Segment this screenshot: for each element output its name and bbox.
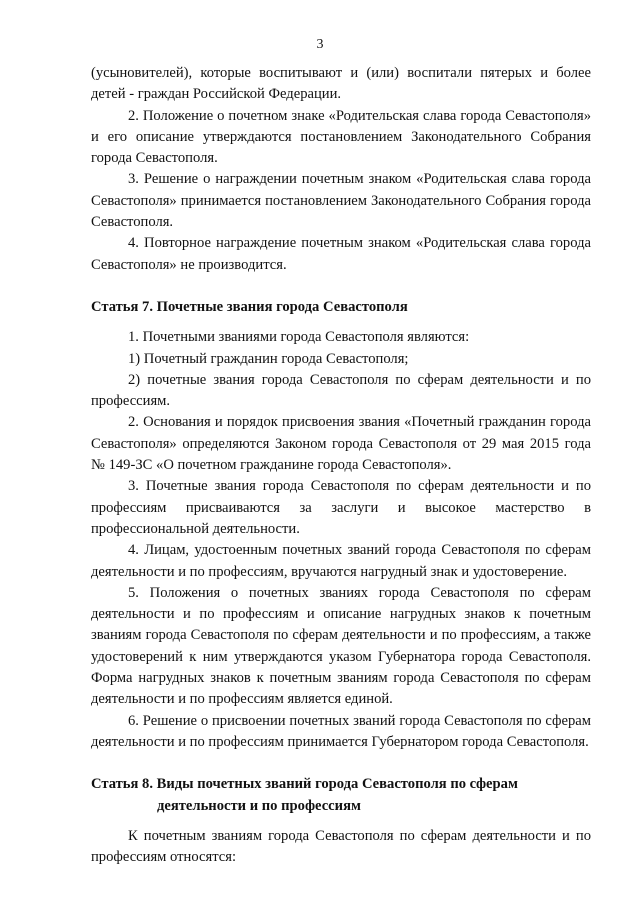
paragraph: 4. Повторное награждение почетным знаком «Родительская слава города Севастополя» не производится.: [91, 235, 591, 273]
article-8-heading-line-1: Статья 8. Виды почетных званий города Севастополя по сферам: [91, 776, 518, 793]
article-8-heading-line-2: деятельности и по профессиям: [157, 797, 361, 814]
article-7-body: [91, 327, 591, 753]
paragraph: 3. Почетные звания города Севастополя по сферам деятельности и по профессиям присваиваются за заслуги и высокое мастерство в профессиональной деятельности.: [91, 478, 591, 537]
paragraph: 2. Основания и порядок присвоения звания «Почетный гражданин города Севастополя» определяются Законом города Севастополя от 29 мая 2015 года № 149-ЗС «О почетном гражданине города Севастополя».: [91, 414, 591, 474]
article-8-body: [91, 826, 591, 869]
article-8-heading: [91, 774, 591, 817]
paragraph: 1) Почетный гражданин города Севастополя;: [128, 350, 409, 367]
paragraph: К почетным званиям города Севастополя по сферам деятельности и по профессиям относятся:: [91, 827, 591, 866]
paragraph: 4. Лицам, удостоенным почетных званий города Севастополя по сферам деятельности и по профессиям, вручаются нагрудный знак и удостоверение.: [91, 542, 591, 580]
paragraph: 6. Решение о присвоении почетных званий города Севастополя по сферам деятельности и по профессиям принимается Губернатором города Севастополя.: [91, 712, 591, 750]
paragraph: 5. Положения о почетных званиях города Севастополя по сферам деятельности и по профессиям и описание нагрудных знаков к почетным званиям города Севастополя по сферам деятельности и по профессиям, а также удостоверений к ним утверждаются указом Губернатора города Севастополя. Форма нагрудных знаков к почетным званиям города Севастополя по сферам деятельности и по профессиям является единой.: [91, 584, 591, 708]
page-content: [91, 63, 591, 868]
paragraph: 2) почетные звания города Севастополя по сферам деятельности и по профессиям.: [91, 371, 591, 410]
paragraph: 1. Почетными званиями города Севастополя являются:: [128, 329, 470, 346]
paragraph: 3. Решение о награждении почетным знаком «Родительская слава города Севастополя» принимается постановлением Законодательного Собрания города Севастополя.: [91, 171, 591, 231]
article-7-heading: Статья 7. Почетные звания города Севастополя: [91, 298, 408, 315]
paragraph: (усыновителей), которые воспитывают и (или) воспитали пятерых и более детей - граждан Российской Федерации.: [91, 65, 591, 103]
paragraph: 2. Положение о почетном знаке «Родительская слава города Севастополя» и его описание утверждаются постановлением Законодательного Собрания города Севастополя.: [91, 107, 591, 167]
page-number: 3: [316, 37, 324, 52]
